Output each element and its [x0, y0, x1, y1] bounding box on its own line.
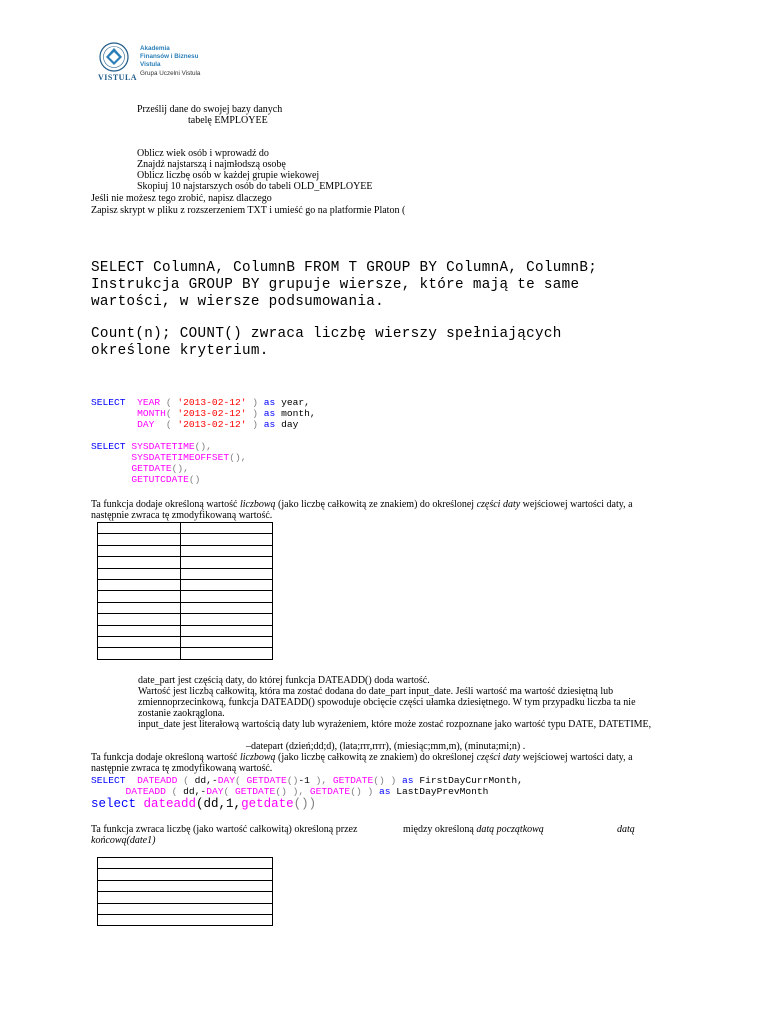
groupby-line-2: Instrukcja GROUP BY grupuje wiersze, które mają te same	[91, 277, 580, 293]
note-line-1: date_part jest częścią daty, do której funkcja DATEADD() doda wartość.	[138, 675, 430, 686]
dateadd-desc-line-2: następnie zwraca tę zmodyfikowaną wartość.	[91, 510, 273, 521]
groupby-line-3: wartości, w wiersze podsumowania.	[91, 294, 385, 310]
logo-line-4: Grupa Uczelni Vistula	[140, 70, 201, 77]
table-row	[98, 579, 273, 590]
note-line-3: zmiennoprzecinkową, funkcja DATEADD() spowoduje obcięcie części ułamka dziesiętnego. W tym przypadku liczba ta nie	[138, 697, 636, 708]
datediff-desc-b: między określoną datą początkową	[403, 824, 544, 835]
table-row	[98, 568, 273, 579]
instruction-line-7: Jeśli nie możesz tego zrobić, napisz dlaczego	[91, 193, 272, 204]
table-cell	[98, 534, 181, 545]
empty-table-2	[97, 857, 273, 926]
table-row	[98, 892, 273, 903]
dateadd-desc2-line-1: Ta funkcja dodaje określoną wartość liczbową (jako liczbę całkowitą ze znakiem) do określonej części daty wejściowej wartości daty, a	[91, 752, 633, 763]
table-cell	[98, 523, 181, 534]
instruction-line-6: Skopiuj 10 najstarszych osób do tabeli OLD_EMPLOYEE	[137, 181, 373, 192]
code-dateadd-line-3: select dateadd(dd,1,getdate())	[91, 797, 317, 811]
instruction-line-8: Zapisz skrypt w pliku z rozszerzeniem TXT i umieść go na platformie Platon (	[91, 205, 406, 216]
logo-line-1: Akademia	[140, 45, 170, 52]
groupby-line-5: określone kryterium.	[91, 343, 269, 359]
table-cell	[98, 602, 181, 613]
table-cell	[181, 523, 273, 534]
table-row	[98, 858, 273, 869]
table-row	[98, 636, 273, 647]
instruction-line-5: Oblicz liczbę osób w każdej grupie wiekowej	[137, 170, 320, 181]
code-getutcdate-line: GETUTCDATE()	[131, 474, 201, 485]
dateadd-desc-line-1: Ta funkcja dodaje określoną wartość liczbową (jako liczbę całkowitą ze znakiem) do określonej części daty wejściowej wartości daty, a	[91, 499, 633, 510]
table-row	[98, 869, 273, 880]
table-cell	[181, 557, 273, 568]
code-dateadd-line-2: DATEADD ( dd,-DAY( GETDATE() ), GETDATE() ) as LastDayPrevMonth	[125, 786, 489, 797]
table-row	[98, 545, 273, 556]
code-sysdatetimeoffset-line: SYSDATETIMEOFFSET(),	[131, 452, 247, 463]
table-row	[98, 591, 273, 602]
table-cell	[98, 869, 273, 880]
table-cell	[181, 579, 273, 590]
datediff-desc-e: końcową(date1)	[91, 835, 156, 846]
table-row	[98, 602, 273, 613]
table-cell	[98, 858, 273, 869]
note-line-4: zostanie zaokrąglona.	[138, 708, 225, 719]
table-cell	[98, 579, 181, 590]
datediff-desc-a: Ta funkcja zwraca liczbę (jako wartość całkowitą) określoną przez	[91, 824, 358, 835]
groupby-line-4: Count(n); COUNT() zwraca liczbę wierszy spełniających	[91, 326, 562, 342]
code-getdate-line: GETDATE(),	[131, 463, 189, 474]
table-cell	[181, 602, 273, 613]
table-row	[98, 557, 273, 568]
logo	[92, 40, 212, 84]
table-row	[98, 914, 273, 925]
table-cell	[98, 545, 181, 556]
note-line-6: –datepart (dzień;dd;d), (lata;rrr,rrrr), (miesiąc;mm,m), (minuta;mi;n) .	[246, 741, 526, 752]
logo-line-3: Vistula	[140, 61, 161, 68]
code-day-line: DAY ( '2013-02-12' ) as day	[137, 419, 299, 430]
instruction-line-4: Znajdź najstarszą i najmłodszą osobę	[137, 159, 286, 170]
logo-brand: VISTULA	[98, 73, 138, 82]
instruction-line-3: Oblicz wiek osób i wprowadź do	[137, 148, 269, 159]
table-cell	[181, 545, 273, 556]
table-cell	[98, 568, 181, 579]
table-row	[98, 880, 273, 891]
datediff-desc-d: datą	[617, 824, 635, 835]
empty-table-1	[97, 522, 273, 660]
table-row	[98, 614, 273, 625]
table-row	[98, 523, 273, 534]
note-line-2: Wartość jest liczbą całkowitą, która ma zostać dodana do date_part input_date. Jeśli wartość ma wartość dziesiętną lub	[138, 686, 614, 697]
table-cell	[98, 557, 181, 568]
table-cell	[181, 636, 273, 647]
table-cell	[98, 636, 181, 647]
code-year-line: SELECT YEAR ( '2013-02-12' ) as year,	[91, 397, 310, 408]
instruction-line-2: tabelę EMPLOYEE	[188, 115, 268, 126]
logo-line-2: Finansów i Biznesu	[140, 53, 199, 60]
dateadd-desc2-line-2: następnie zwraca tę zmodyfikowaną wartość.	[91, 763, 273, 774]
code-month-line: MONTH( '2013-02-12' ) as month,	[137, 408, 316, 419]
table-row	[98, 534, 273, 545]
table-cell	[98, 880, 273, 891]
code-dateadd-line-1: SELECT DATEADD ( dd,-DAY( GETDATE()-1 ), GETDATE() ) as FirstDayCurrMonth,	[91, 775, 523, 786]
table-cell	[181, 568, 273, 579]
table-row	[98, 903, 273, 914]
code-sysdatetime-line: SELECT SYSDATETIME(),	[91, 441, 212, 452]
groupby-line-1: SELECT ColumnA, ColumnB FROM T GROUP BY ColumnA, ColumnB;	[91, 260, 598, 276]
table-cell	[98, 903, 273, 914]
table-cell	[181, 625, 273, 636]
table-cell	[98, 625, 181, 636]
table-row	[98, 648, 273, 659]
table-cell	[181, 648, 273, 659]
instruction-line-1: Prześlij dane do swojej bazy danych	[137, 104, 283, 115]
table-cell	[98, 892, 273, 903]
table-cell	[98, 914, 273, 925]
table-cell	[98, 614, 181, 625]
table-cell	[98, 591, 181, 602]
table-cell	[181, 614, 273, 625]
table-cell	[98, 648, 181, 659]
table-row	[98, 625, 273, 636]
table-cell	[181, 534, 273, 545]
table-cell	[181, 591, 273, 602]
note-line-5: input_date jest literałową wartością daty lub wyrażeniem, które może zostać rozpoznane jako wartość typu DATE, DATETIME,	[138, 719, 652, 730]
